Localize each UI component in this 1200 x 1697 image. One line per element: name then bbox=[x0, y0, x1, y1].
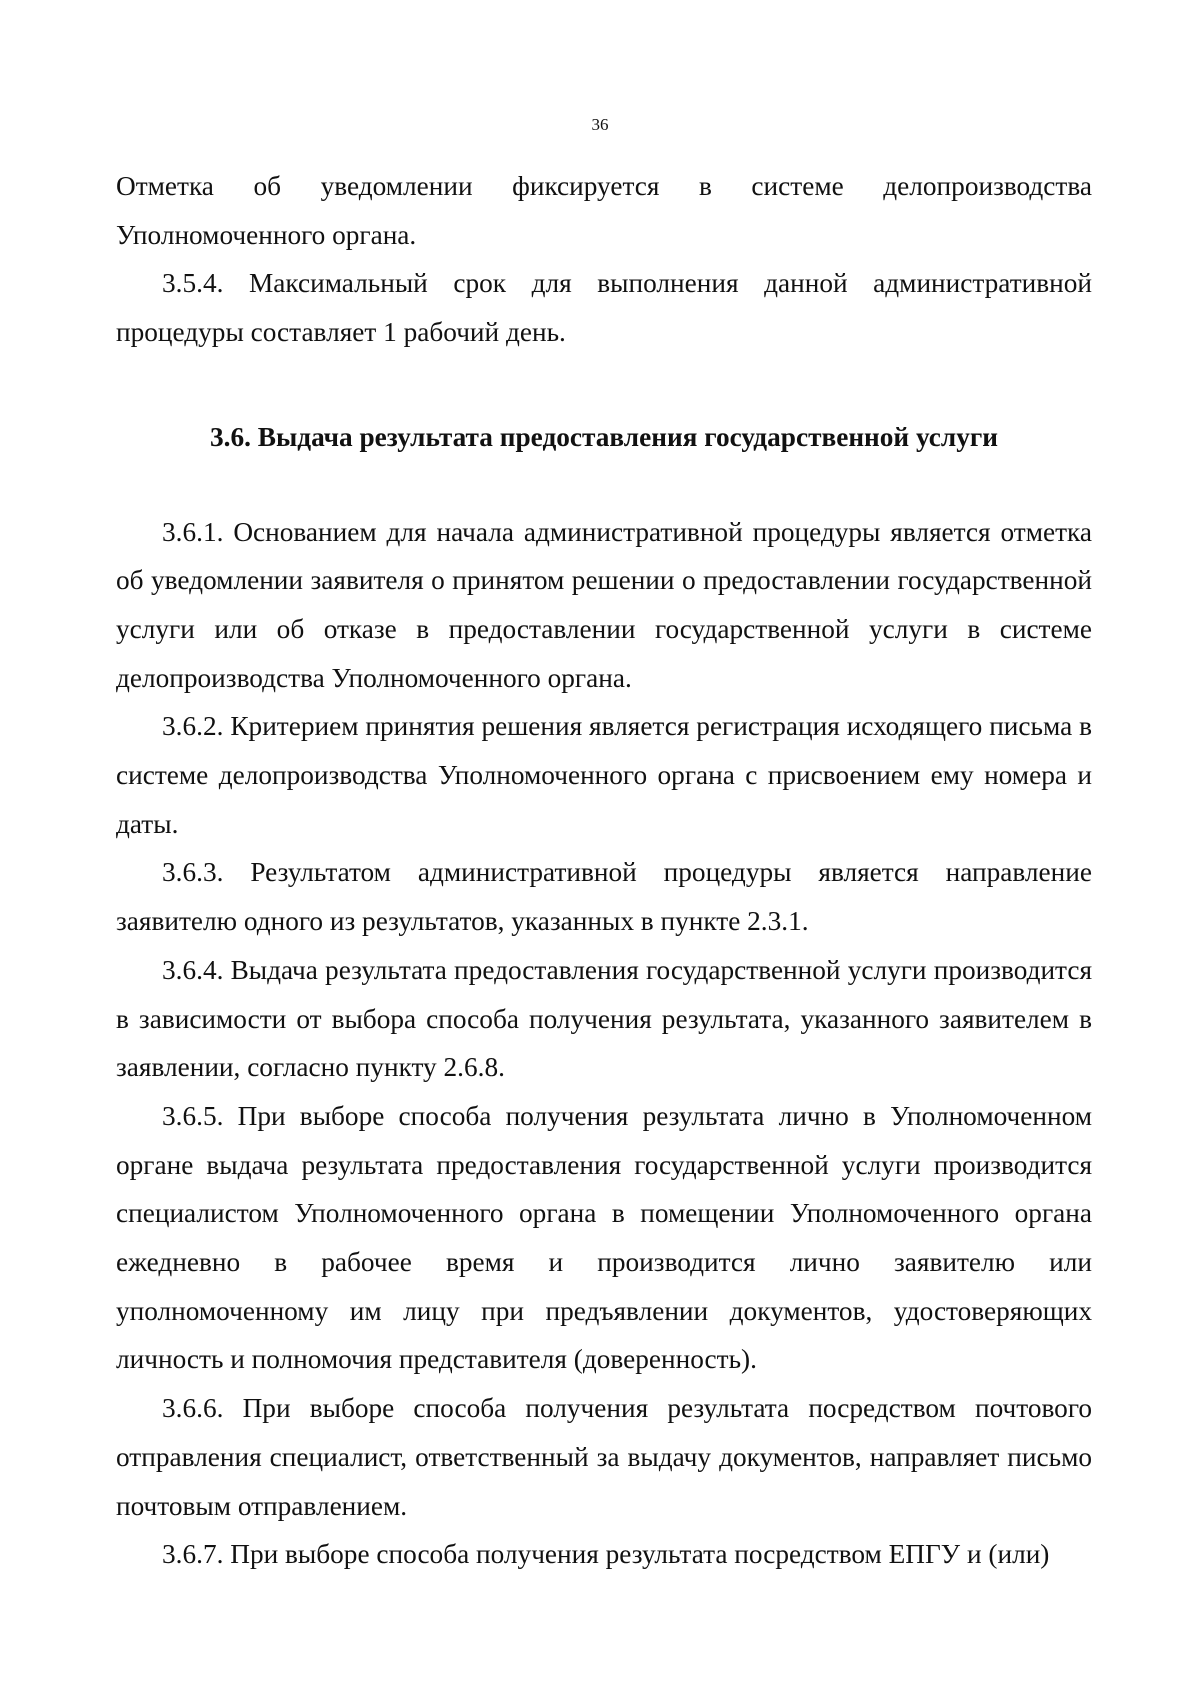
paragraph-3-6-3: 3.6.3. Результатом административной процедуры является направление заявителю одного из результатов, указанных в пункте 2.3.1. bbox=[116, 857, 1092, 937]
paragraph-3-5-4: 3.5.4. Максимальный срок для выполнения данной административной процедуры составляет 1 рабочий день. bbox=[116, 268, 1092, 348]
section-heading: 3.6. Выдача результата предоставления государственной услуги bbox=[209, 421, 998, 452]
page-content bbox=[116, 162, 1092, 1579]
paragraph-3-6-2: 3.6.2. Критерием принятия решения является регистрация исходящего письма в системе делопроизводства Уполномоченного органа с присвоением ему номера и даты. bbox=[116, 711, 1092, 839]
paragraph-notification-mark: Отметка об уведомлении фиксируется в системе делопроизводства Уполномоченного органа. bbox=[116, 171, 1092, 250]
paragraph-3-6-5: 3.6.5. При выборе способа получения результата лично в Уполномоченном органе выдача результата предоставления государственной услуги производится специалистом Уполномоченного органа в помещении Уполномоченного органа ежедневно в рабочее время и производится лично заявителю или уполномоченному им лицу при предъявлении документов, удостоверяющих личность и полномочия представителя (доверенность). bbox=[116, 1100, 1092, 1375]
paragraph-3-6-7: 3.6.7. При выборе способа получения результата посредством ЕПГУ и (или) bbox=[162, 1539, 1050, 1570]
paragraph-3-6-4: 3.6.4. Выдача результата предоставления государственной услуги производится в зависимости от выбора способа получения результата, указанного заявителем в заявлении, согласно пункту 2.6.8. bbox=[116, 954, 1092, 1083]
page-number: 36 bbox=[591, 115, 609, 134]
paragraph-3-6-1: 3.6.1. Основанием для начала административной процедуры является отметка об уведомлении заявителя о принятом решении о предоставлении государственной услуги или об отказе в предоставлении государственной услуги в системе делопроизводства Уполномоченного органа. bbox=[116, 516, 1092, 693]
paragraph-3-6-6: 3.6.6. При выборе способа получения результата посредством почтового отправления специалист, ответственный за выдачу документов, направляет письмо почтовым отправлением. bbox=[116, 1393, 1092, 1521]
